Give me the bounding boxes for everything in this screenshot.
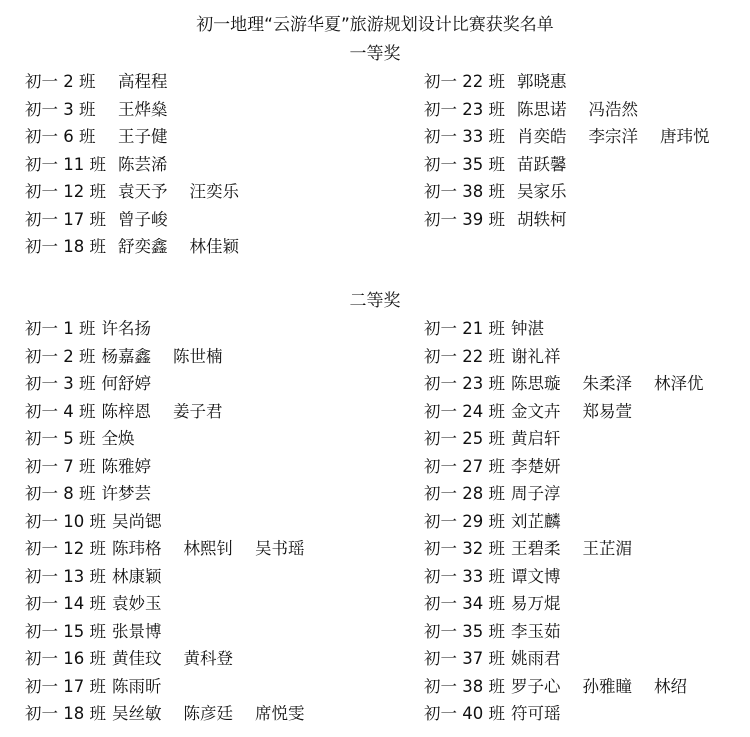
student-name: 王碧柔 <box>511 539 561 558</box>
student-names <box>102 343 245 371</box>
list-item <box>25 96 385 124</box>
student-name: 王芷湄 <box>582 539 632 558</box>
class-label: 初一 34 班 <box>424 594 505 613</box>
student-name: 钟湛 <box>511 319 544 338</box>
student-name: 朱柔泽 <box>582 374 632 393</box>
student-name: 何舒婷 <box>101 374 151 393</box>
student-names <box>112 645 255 673</box>
class-label: 初一 32 班 <box>424 539 505 558</box>
student-names <box>112 535 327 563</box>
student-name: 黄启轩 <box>511 429 561 448</box>
list-item <box>25 123 385 151</box>
class-label: 初一 35 班 <box>424 621 505 641</box>
list-item <box>25 645 385 673</box>
list-item <box>424 151 750 179</box>
student-names <box>112 590 184 618</box>
list-item <box>424 315 750 343</box>
class-label: 初一 10 班 <box>25 511 106 531</box>
student-name: 陈雨昕 <box>112 676 162 696</box>
student-names <box>511 370 726 398</box>
class-label: 初一 6 班 <box>25 127 96 146</box>
student-name: 胡轶柯 <box>517 209 567 229</box>
student-name: 舒奕鑫 <box>118 237 168 256</box>
student-names <box>517 178 589 206</box>
class-label: 初一 13 班 <box>25 566 106 586</box>
student-name: 林泽优 <box>654 374 704 393</box>
student-names <box>517 96 660 124</box>
student-name: 陈世楠 <box>173 346 223 366</box>
student-name: 许名扬 <box>101 319 151 338</box>
list-item <box>424 618 750 646</box>
student-name: 唐玮悦 <box>660 127 710 146</box>
student-names <box>118 123 190 151</box>
list-item <box>25 563 385 591</box>
student-names <box>102 398 245 426</box>
first-prize-right-column <box>424 68 750 233</box>
student-name: 汪奕乐 <box>189 182 239 201</box>
student-name: 林佳颖 <box>189 237 239 256</box>
student-names <box>118 68 190 96</box>
student-names <box>511 398 654 426</box>
student-name: 郭晓惠 <box>517 72 567 91</box>
student-name: 杨嘉鑫 <box>101 346 151 366</box>
student-names <box>511 673 709 701</box>
class-label: 初一 21 班 <box>424 319 505 338</box>
list-item <box>25 535 385 563</box>
student-name: 陈彦廷 <box>183 704 233 723</box>
list-item <box>25 398 385 426</box>
class-label: 初一 12 班 <box>25 539 106 558</box>
list-item <box>424 68 750 96</box>
list-item <box>25 425 385 453</box>
student-name: 谭文博 <box>511 566 561 586</box>
student-names <box>102 315 174 343</box>
first-prize-heading: 一等奖 <box>349 44 401 64</box>
class-label: 初一 24 班 <box>424 401 505 421</box>
student-name: 林绍 <box>654 676 687 696</box>
list-item <box>424 535 750 563</box>
class-label: 初一 33 班 <box>424 566 505 586</box>
list-item <box>25 370 385 398</box>
student-names <box>118 96 190 124</box>
student-name: 罗子心 <box>511 676 561 696</box>
list-item <box>424 645 750 673</box>
class-label: 初一 3 班 <box>25 99 96 119</box>
class-label: 初一 4 班 <box>25 401 96 421</box>
student-names <box>102 425 157 453</box>
list-item <box>424 673 750 701</box>
student-name: 苗跃馨 <box>517 154 567 174</box>
list-item <box>424 370 750 398</box>
student-name: 高程程 <box>118 72 168 91</box>
student-name: 姚雨君 <box>511 649 561 668</box>
class-label: 初一 28 班 <box>424 484 505 503</box>
student-names <box>511 590 583 618</box>
list-item <box>424 480 750 508</box>
student-name: 吴家乐 <box>517 182 567 201</box>
class-label: 初一 12 班 <box>25 182 106 201</box>
list-item <box>424 453 750 481</box>
list-item <box>424 508 750 536</box>
student-name: 陈雅婷 <box>101 456 151 476</box>
class-label: 初一 11 班 <box>25 154 106 174</box>
student-name: 姜子君 <box>173 401 223 421</box>
student-name: 曾子峻 <box>118 209 168 229</box>
class-label: 初一 22 班 <box>424 72 505 91</box>
list-item <box>25 673 385 701</box>
list-item <box>424 343 750 371</box>
class-label: 初一 35 班 <box>424 154 505 174</box>
student-name: 吴尚锶 <box>112 511 162 531</box>
student-name: 袁妙玉 <box>112 594 162 613</box>
student-name: 陈梓恩 <box>101 401 151 421</box>
list-item <box>25 151 385 179</box>
student-name: 易万焜 <box>511 594 561 613</box>
student-name: 李楚妍 <box>511 456 561 476</box>
student-name: 黄科登 <box>183 649 233 668</box>
list-item <box>25 508 385 536</box>
list-item <box>424 206 750 234</box>
class-label: 初一 23 班 <box>424 99 505 119</box>
student-names <box>511 645 583 673</box>
list-item <box>25 618 385 646</box>
student-name: 陈芸浠 <box>118 154 168 174</box>
class-label: 初一 33 班 <box>424 127 505 146</box>
document-title: 初一地理“云游华夏”旅游规划设计比赛获奖名单 <box>196 15 554 35</box>
student-names <box>102 370 174 398</box>
class-label: 初一 18 班 <box>25 237 106 256</box>
class-label: 初一 7 班 <box>25 456 96 476</box>
student-name: 黄佳玟 <box>112 649 162 668</box>
student-names <box>511 453 583 481</box>
list-item <box>25 700 385 728</box>
student-name: 吴丝敏 <box>112 704 162 723</box>
student-names <box>511 535 654 563</box>
student-name: 周子淳 <box>511 484 561 503</box>
student-name: 陈思诺 <box>517 99 567 119</box>
list-item <box>25 233 385 261</box>
student-name: 席悦雯 <box>255 704 305 723</box>
student-names <box>112 618 184 646</box>
student-names <box>102 480 174 508</box>
student-name: 李宗洋 <box>588 127 638 146</box>
class-label: 初一 3 班 <box>25 374 96 393</box>
student-name: 符可瑶 <box>511 704 561 723</box>
class-label: 初一 14 班 <box>25 594 106 613</box>
student-name: 孙雅瞳 <box>582 676 632 696</box>
student-names <box>511 315 566 343</box>
class-label: 初一 39 班 <box>424 209 505 229</box>
list-item <box>424 563 750 591</box>
student-names <box>118 151 190 179</box>
student-names <box>511 425 583 453</box>
list-item <box>424 398 750 426</box>
class-label: 初一 29 班 <box>424 511 505 531</box>
student-names <box>112 673 184 701</box>
student-names <box>511 508 583 536</box>
student-name: 肖奕皓 <box>517 127 567 146</box>
first-prize-left-column <box>25 68 385 261</box>
list-item <box>424 700 750 728</box>
class-label: 初一 18 班 <box>25 704 106 723</box>
class-label: 初一 2 班 <box>25 346 96 366</box>
student-name: 林熙钊 <box>183 539 233 558</box>
student-names <box>112 563 184 591</box>
class-label: 初一 22 班 <box>424 346 505 366</box>
student-name: 金文卉 <box>511 401 561 421</box>
student-names <box>511 700 583 728</box>
class-label: 初一 40 班 <box>424 704 505 723</box>
list-item <box>25 315 385 343</box>
student-name: 李玉茹 <box>511 621 561 641</box>
list-item <box>25 590 385 618</box>
student-name: 林康颖 <box>112 566 162 586</box>
student-names <box>511 618 583 646</box>
student-names <box>517 206 589 234</box>
student-names <box>112 700 327 728</box>
second-prize-right-column <box>424 315 750 728</box>
student-names <box>112 508 184 536</box>
class-label: 初一 38 班 <box>424 182 505 201</box>
student-name: 全焕 <box>101 429 135 448</box>
class-label: 初一 37 班 <box>424 649 505 668</box>
class-label: 初一 17 班 <box>25 209 106 229</box>
class-label: 初一 15 班 <box>25 621 106 641</box>
list-item <box>424 178 750 206</box>
student-name: 王烨燊 <box>118 99 168 119</box>
second-prize-left-column <box>25 315 385 728</box>
list-item <box>25 68 385 96</box>
student-names <box>517 123 732 151</box>
student-names <box>517 68 589 96</box>
class-label: 初一 25 班 <box>424 429 505 448</box>
student-name: 郑易萱 <box>582 401 632 421</box>
student-names <box>118 178 261 206</box>
student-names <box>118 233 261 261</box>
class-label: 初一 5 班 <box>25 429 96 448</box>
student-names <box>118 206 190 234</box>
class-label: 初一 1 班 <box>25 319 96 338</box>
student-name: 张景博 <box>112 621 162 641</box>
class-label: 初一 27 班 <box>424 456 505 476</box>
list-item <box>25 343 385 371</box>
student-names <box>102 453 174 481</box>
student-name: 王子健 <box>118 127 168 146</box>
list-item <box>25 178 385 206</box>
list-item <box>25 206 385 234</box>
student-name: 冯浩然 <box>588 99 638 119</box>
list-item <box>424 96 750 124</box>
student-names <box>517 151 589 179</box>
list-item <box>424 123 750 151</box>
student-name: 陈思璇 <box>511 374 561 393</box>
class-label: 初一 16 班 <box>25 649 106 668</box>
student-names <box>511 343 583 371</box>
student-name: 许梦芸 <box>101 484 151 503</box>
student-name: 刘芷麟 <box>511 511 561 531</box>
list-item <box>25 453 385 481</box>
list-item <box>424 590 750 618</box>
class-label: 初一 2 班 <box>25 72 96 91</box>
list-item <box>424 425 750 453</box>
class-label: 初一 8 班 <box>25 484 96 503</box>
class-label: 初一 23 班 <box>424 374 505 393</box>
class-label: 初一 38 班 <box>424 676 505 696</box>
list-item <box>25 480 385 508</box>
class-label: 初一 17 班 <box>25 676 106 696</box>
second-prize-heading: 二等奖 <box>349 291 401 311</box>
student-name: 陈玮格 <box>112 539 162 558</box>
student-name: 吴书瑶 <box>255 539 305 558</box>
student-names <box>511 563 583 591</box>
student-name: 谢礼祥 <box>511 346 561 366</box>
student-name: 袁天予 <box>118 182 168 201</box>
student-names <box>511 480 583 508</box>
